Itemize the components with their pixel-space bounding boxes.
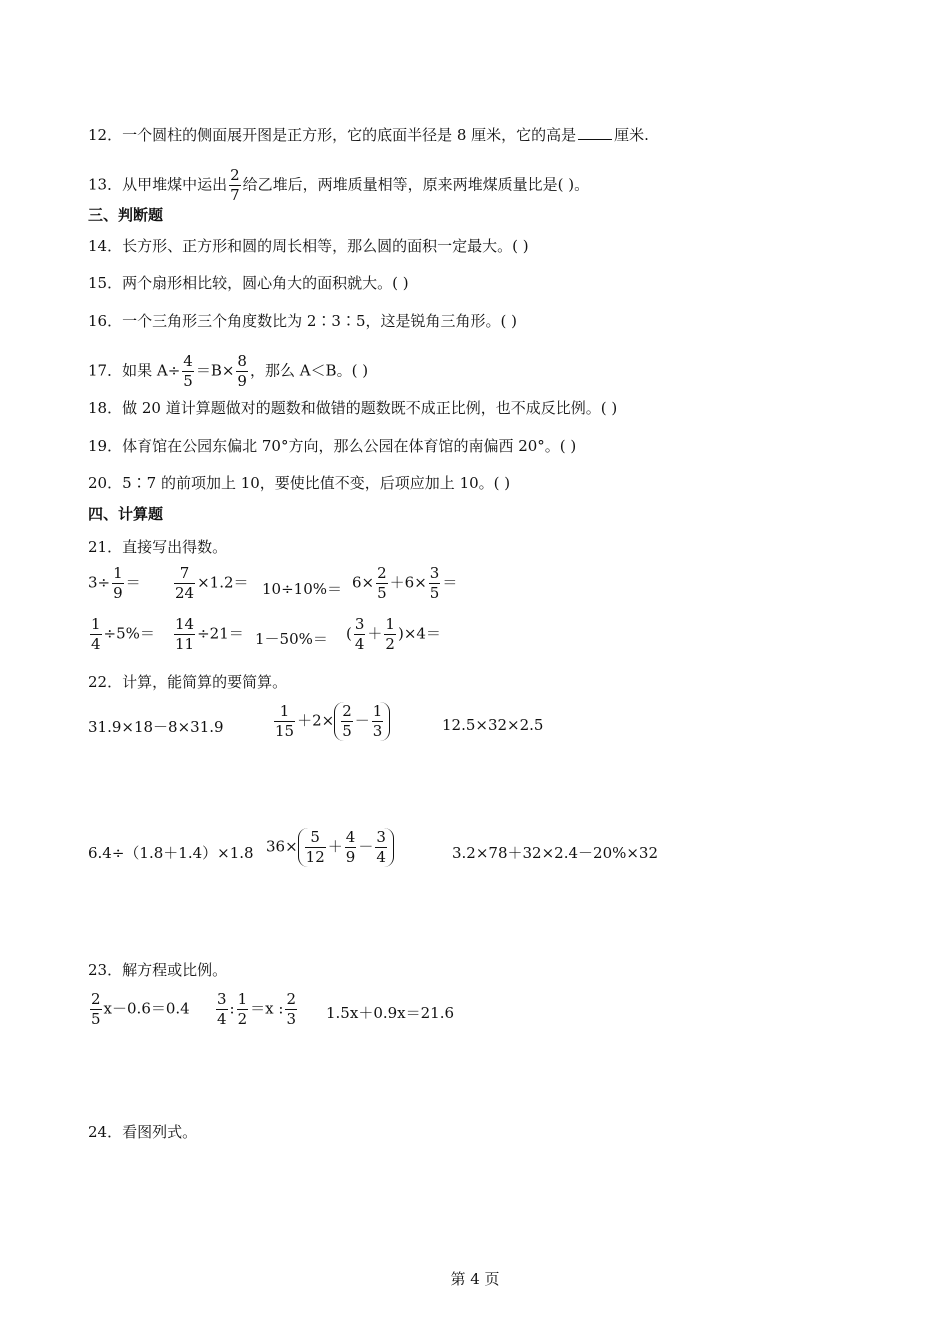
q22-expr-3: 12.5×32×2.5 bbox=[442, 716, 544, 734]
question-19: 19．体育馆在公园东偏北 70°方向，那么公园在体育馆的南偏西 20°。( ) bbox=[88, 437, 577, 455]
question-14: 14．长方形、正方形和圆的周长相等，那么圆的面积一定最大。( ) bbox=[88, 237, 529, 255]
question-21-title: 21．直接写出得数。 bbox=[88, 538, 228, 556]
question-18: 18．做 20 道计算题做对的题数和做错的题数既不成正比例，也不成反比例。( ) bbox=[88, 399, 618, 417]
fraction: $\frac{2}{7}$ bbox=[230, 166, 240, 204]
question-16: 16．一个三角形三个角度数比为 2∶3∶5，这是锐角三角形。( ) bbox=[88, 312, 517, 330]
q21-expr-7: 1－50%＝ bbox=[255, 630, 328, 648]
q22-expr-2: $\frac{1}{15}$ ＋2× $\frac{2}{5}$ － $\frac{1}{3}$ bbox=[272, 702, 390, 741]
question-17: 17．如果 A÷ $\frac{4}{5}$ ＝B× $\frac{8}{9}$ ，那么 A＜B。( ) bbox=[88, 352, 369, 390]
q22-expr-4: 6.4÷（1.8＋1.4）×1.8 bbox=[88, 844, 254, 862]
q21-expr-1: 3÷ $\frac{1}{9}$ ＝ bbox=[88, 564, 141, 602]
question-13: 13．从甲堆煤中运出 $\frac{2}{7}$ 给乙堆后，两堆质量相等，原来两堆煤质量比是( )。 bbox=[88, 166, 590, 204]
question-15: 15．两个扇形相比较，圆心角大的面积就大。( ) bbox=[88, 274, 409, 292]
q23-expr-1: $\frac{2}{5}$ x－0.6＝0.4 bbox=[91, 990, 190, 1028]
page-number: 第 4 页 bbox=[450, 1270, 500, 1288]
q23-expr-2: $\frac{3}{4}$ : $\frac{1}{2}$ ＝x : $\frac{2}{3}$ bbox=[217, 990, 296, 1028]
q21-expr-5: $\frac{1}{4}$ ÷5%＝ bbox=[91, 615, 155, 653]
q22-expr-6: 3.2×78＋32×2.4－20%×32 bbox=[452, 844, 659, 862]
answer-blank[interactable] bbox=[578, 124, 612, 140]
q21-expr-8: ( $\frac{3}{4}$ ＋ $\frac{1}{2}$ )×4＝ bbox=[346, 615, 441, 653]
section-heading-calculation: 四、计算题 bbox=[88, 505, 164, 523]
q21-expr-4: 6× $\frac{2}{5}$ ＋6× $\frac{3}{5}$ ＝ bbox=[352, 564, 458, 602]
q22-expr-1: 31.9×18－8×31.9 bbox=[88, 718, 224, 736]
q21-expr-6: $\frac{14}{11}$ ÷21＝ bbox=[175, 615, 244, 653]
q21-expr-3: 10÷10%＝ bbox=[262, 580, 342, 598]
question-22-title: 22．计算，能简算的要简算。 bbox=[88, 673, 288, 691]
question-23-title: 23．解方程或比例。 bbox=[88, 961, 228, 979]
question-24: 24．看图列式。 bbox=[88, 1123, 198, 1141]
q23-expr-3: 1.5x＋0.9x＝21.6 bbox=[326, 1004, 455, 1022]
q22-expr-5: 36× $\frac{5}{12}$ ＋ $\frac{4}{9}$ － $\frac{3}{4}$ bbox=[266, 828, 394, 867]
question-20: 20．5∶7 的前项加上 10，要使比值不变，后项应加上 10。( ) bbox=[88, 474, 511, 492]
q21-expr-2: $\frac{7}{24}$ ×1.2＝ bbox=[175, 564, 249, 602]
section-heading-judgement: 三、判断题 bbox=[88, 206, 164, 224]
question-12: 12．一个圆柱的侧面展开图是正方形，它的底面半径是 8 厘米，它的高是 厘米. bbox=[88, 126, 649, 144]
